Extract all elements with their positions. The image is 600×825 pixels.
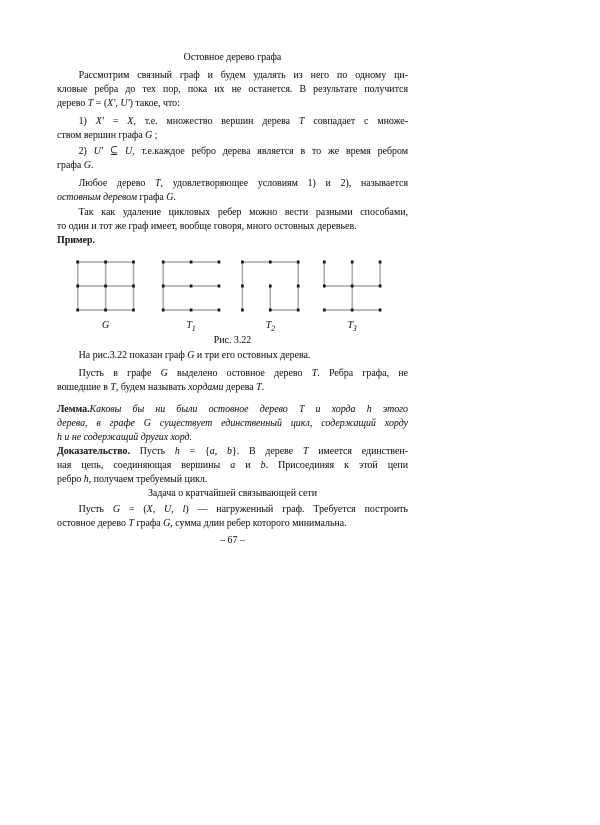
graph-vertex [269,285,272,288]
graph-vertex [76,309,79,312]
italic-text: X′ [95,115,104,127]
text-line [57,96,408,110]
text-line [57,430,408,444]
text-segment: Рассмотрим связный граф и будем удалять из него по одному ци- [78,69,408,81]
graph-vertex [351,309,354,312]
bold-text: Лемма. [57,403,90,415]
text-blocks-lower [57,348,408,530]
graph-t3 [323,261,382,334]
italic-text: T [256,381,262,393]
graph-vertex [297,261,300,264]
text-line [57,190,408,204]
italic-text: U′ [120,97,130,109]
text-line [57,205,408,219]
graph-vertex [379,309,382,312]
graph-vertex [190,285,193,288]
text-segment: и три его остовных дерева. [194,349,311,361]
graph-vertex [190,261,193,264]
text-segment: , т.е. множество вершин дерева [133,115,299,127]
graph-vertex [104,309,107,312]
text-segment: ) — нагруженный граф. Требуется построить [185,503,408,515]
text-blocks-upper [57,68,408,247]
text-line [57,444,408,458]
paragraph [57,348,408,362]
text-segment: , т.е.каждое ребро дерева является в то же время ребром [132,145,408,157]
text-segment: 2) [78,145,94,157]
bold-text: Пример. [57,234,96,246]
italic-text: T [128,517,134,529]
lemma-paragraph [57,402,408,444]
section-heading [57,486,408,500]
graph-t1 [162,261,220,334]
text-line [57,458,408,472]
text-line [57,502,408,516]
figure-caption: Рис. 3.22 [213,334,252,346]
graph-vertex [241,261,244,264]
text-segment: то один и тот же граф имеет, вообще говоря, много остовных деревьев. [57,220,357,232]
italic-text: a, b [209,445,232,457]
graph-vertex [76,261,79,264]
graph-vertex [297,309,300,312]
page-title: Остовное дерево графа [183,51,282,63]
text-segment: Любое дерево [78,177,156,189]
text-line [57,176,408,190]
text-segment: ная цепь, соединяющая вершины [57,459,231,471]
text-line [57,416,408,430]
text-line [57,348,408,362]
italic-text: T [311,367,318,379]
text-segment: 1) [78,115,96,127]
text-segment: Пусть [129,445,175,457]
italic-text: дерева, в графе G существует единственный цикл, содержащий хорду [57,417,408,429]
text-segment: ством вершин графа [57,129,146,141]
graph-vertex [297,285,300,288]
text-segment: = { [179,445,210,457]
text-segment: остовное дерево [57,517,129,529]
text-segment: Пусть [78,503,113,515]
italic-text: T [302,445,309,457]
graph-vertex [323,261,326,264]
graph-vertex [132,261,135,264]
text-segment: , [115,97,121,109]
text-segment: , получаем требуемый цикл. [88,473,208,485]
text-segment: = [103,115,128,127]
graph-vertex [190,309,193,312]
graph-vertex [132,309,135,312]
italic-text: a [230,459,236,471]
graph-vertex [162,261,165,264]
italic-text: U [124,145,133,157]
graph-vertex [323,285,326,288]
text-segment: дерева [223,381,257,393]
paragraph [57,502,408,530]
lead-paragraph [57,233,408,247]
graph-vertex [351,285,354,288]
text-line [57,472,408,486]
graph-vertex [76,285,79,288]
italic-text: G [83,159,91,171]
figure [57,249,408,333]
italic-text: G [187,349,195,361]
text-line [57,516,408,530]
page-number: – 67 – [220,534,245,546]
text-segment: . [261,381,265,393]
text-line [57,144,408,158]
italic-text: X′ [107,97,116,109]
text-segment: Пусть в графе [78,367,161,379]
paragraph [57,366,408,394]
text-segment: ⊆ [103,145,125,157]
text-line [57,158,408,172]
graph-g [76,261,135,332]
text-segment: вошедшие в [57,381,111,393]
graph-vertex [241,285,244,288]
proof-paragraph [57,444,408,486]
italic-text: X, U, l [146,503,186,515]
text-segment: , сумма длин ребер которого минимальна. [170,517,347,529]
text-segment: ; [152,129,158,141]
text-segment: , удовлетворяющее условиям 1) и 2), называется [160,177,408,189]
text-line [57,402,408,416]
text-segment: имеется единствен- [308,445,409,457]
text-segment: . [90,159,94,171]
graph-vertex [269,261,272,264]
text-segment: = ( [93,97,108,109]
graph-label: $T_1$ [186,319,196,333]
text-line [57,380,408,394]
text-segment: графа [57,159,84,171]
graph-vertex [269,309,272,312]
italic-text: T [110,381,116,393]
paragraph [57,205,408,233]
text-line [57,68,408,82]
graph-vertex [379,285,382,288]
text-segment: = ( [119,503,147,515]
paragraph [57,176,408,204]
italic-text: b [260,459,266,471]
text-segment: выделено остовное дерево [167,367,312,379]
graph-label: G [102,319,110,332]
graph-vertex [218,309,221,312]
graph-vertex [132,285,135,288]
list-item [57,114,408,142]
italic-text: G [145,129,153,141]
graph-vertex [241,309,244,312]
italic-text: h и не содержащий других хорд. [57,431,193,443]
text-segment: На рис.3.22 показан граф [78,349,188,361]
italic-text: остовным деревом [57,191,138,203]
text-segment: дерево [57,97,88,109]
italic-text: G [163,517,171,529]
text-line [57,114,408,128]
text-segment: Задача о кратчайшей связывающей сети [147,487,318,499]
graph-label: $T_2$ [265,319,275,333]
bold-text: Доказательство. [57,445,130,457]
graph-vertex [218,261,221,264]
italic-text: Каковы бы ни были остовное дерево T и хорда h этого [89,403,408,415]
text-segment: . Присоединяя к этой цепи [265,459,409,471]
italic-text: T [155,177,161,189]
italic-text: T [298,115,305,127]
graph-t2 [241,261,300,334]
text-line [57,128,408,142]
graph-vertex [104,285,107,288]
italic-text: G [112,503,120,515]
text-segment: , будем называть [115,381,189,393]
figure-graphs [57,249,408,333]
italic-text: T [87,97,94,109]
text-segment: и [235,459,261,471]
graph-label: $T_3$ [347,319,357,333]
graph-vertex [162,309,165,312]
list-item [57,144,408,172]
text-line [57,219,408,233]
text-segment: ) такое, что: [129,97,180,109]
italic-text: хордами [188,381,224,393]
text-line [57,486,408,500]
text-segment: Так как удаление цикловых ребер можно вести разными способами, [78,206,408,218]
text-segment: совпадает с множе- [304,115,408,127]
text-segment: кловые ребра до тех пор, пока их не останется. В результате получится [57,83,408,95]
italic-text: X [127,115,134,127]
graph-vertex [351,261,354,264]
text-segment: графа [133,517,164,529]
text-segment: . Ребра графа, не [317,367,409,379]
italic-text: G [160,367,168,379]
graph-vertex [162,285,165,288]
text-segment: ребро [57,473,84,485]
text-segment: . [173,191,176,203]
italic-text: h [83,473,89,485]
graph-vertex [104,261,107,264]
italic-text: G [166,191,174,203]
italic-text: h [174,445,180,457]
graph-vertex [323,309,326,312]
graph-vertex [379,261,382,264]
paragraph [57,68,408,110]
document-content [57,50,408,547]
text-line [57,82,408,96]
italic-text: U′ [93,145,104,157]
text-line [57,366,408,380]
text-line [57,233,408,247]
graph-vertex [218,285,221,288]
text-segment: }. В дереве [231,445,303,457]
text-segment: графа [137,191,167,203]
